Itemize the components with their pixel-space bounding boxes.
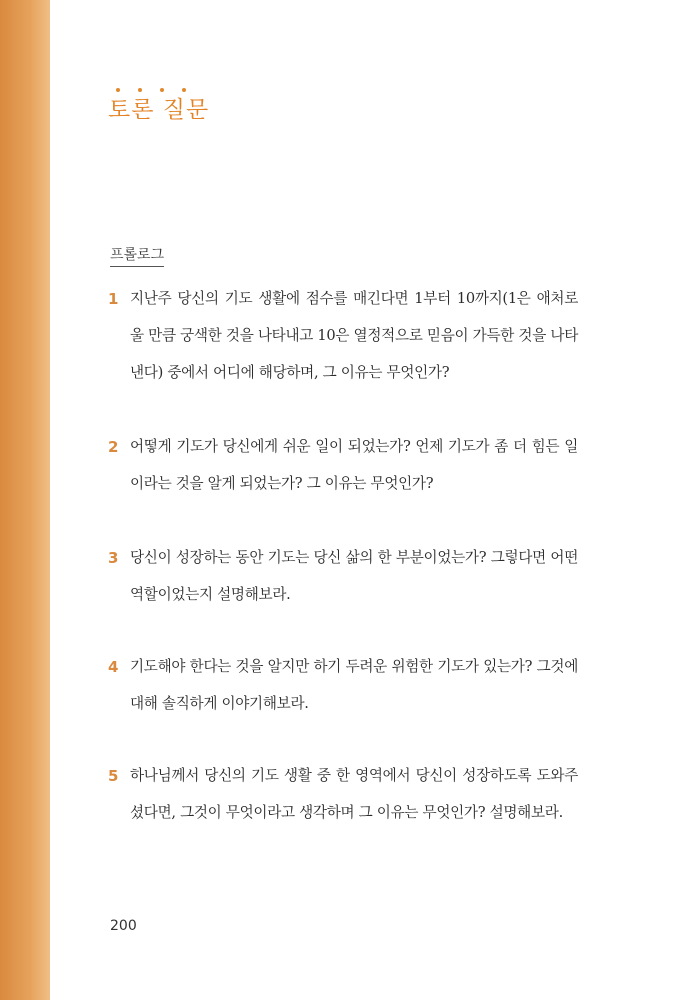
emphasis-dot xyxy=(182,88,186,92)
emphasis-dot xyxy=(116,88,120,92)
question-number: 5 xyxy=(108,767,119,785)
question-text: 어떻게 기도가 당신에게 쉬운 일이 되었는가? 언제 기도가 좀 더 힘든 일이라는 것을 알게 되었는가? 그 이유는 무엇인가? xyxy=(130,438,578,492)
page-number: 200 xyxy=(110,918,137,934)
question-item xyxy=(108,648,578,722)
question-item xyxy=(108,757,578,831)
question-item xyxy=(108,280,578,391)
question-text: 당신이 성장하는 동안 기도는 당신 삶의 한 부분이었는가? 그렇다면 어떤 역할이었는지 설명해보라. xyxy=(130,549,578,603)
question-number: 2 xyxy=(108,438,119,456)
question-number: 4 xyxy=(108,658,119,676)
question-item xyxy=(108,539,578,613)
question-text: 기도해야 한다는 것을 알지만 하기 두려운 위험한 기도가 있는가? 그것에 대해 솔직하게 이야기해보라. xyxy=(130,658,578,712)
title-block xyxy=(108,88,209,123)
question-text: 지난주 당신의 기도 생활에 점수를 매긴다면 1부터 10까지(1은 애처로울 만큼 궁색한 것을 나타내고 10은 열정적으로 믿음이 가득한 것을 나타낸다) 중에서 어디에 해당하며, 그 이유는 무엇인가? xyxy=(130,290,578,381)
question-item xyxy=(108,428,578,502)
section-label: 프롤로그 xyxy=(110,246,164,267)
emphasis-dot xyxy=(160,88,164,92)
side-color-bar xyxy=(0,0,50,1000)
question-number: 1 xyxy=(108,290,119,308)
emphasis-dot xyxy=(138,88,142,92)
page-title: 토론 질문 xyxy=(108,97,210,123)
question-number: 3 xyxy=(108,549,119,567)
emphasis-dots xyxy=(108,88,188,96)
question-text: 하나님께서 당신의 기도 생활 중 한 영역에서 당신이 성장하도록 도와주셨다면, 그것이 무엇이라고 생각하며 그 이유는 무엇인가? 설명해보라. xyxy=(130,767,578,821)
